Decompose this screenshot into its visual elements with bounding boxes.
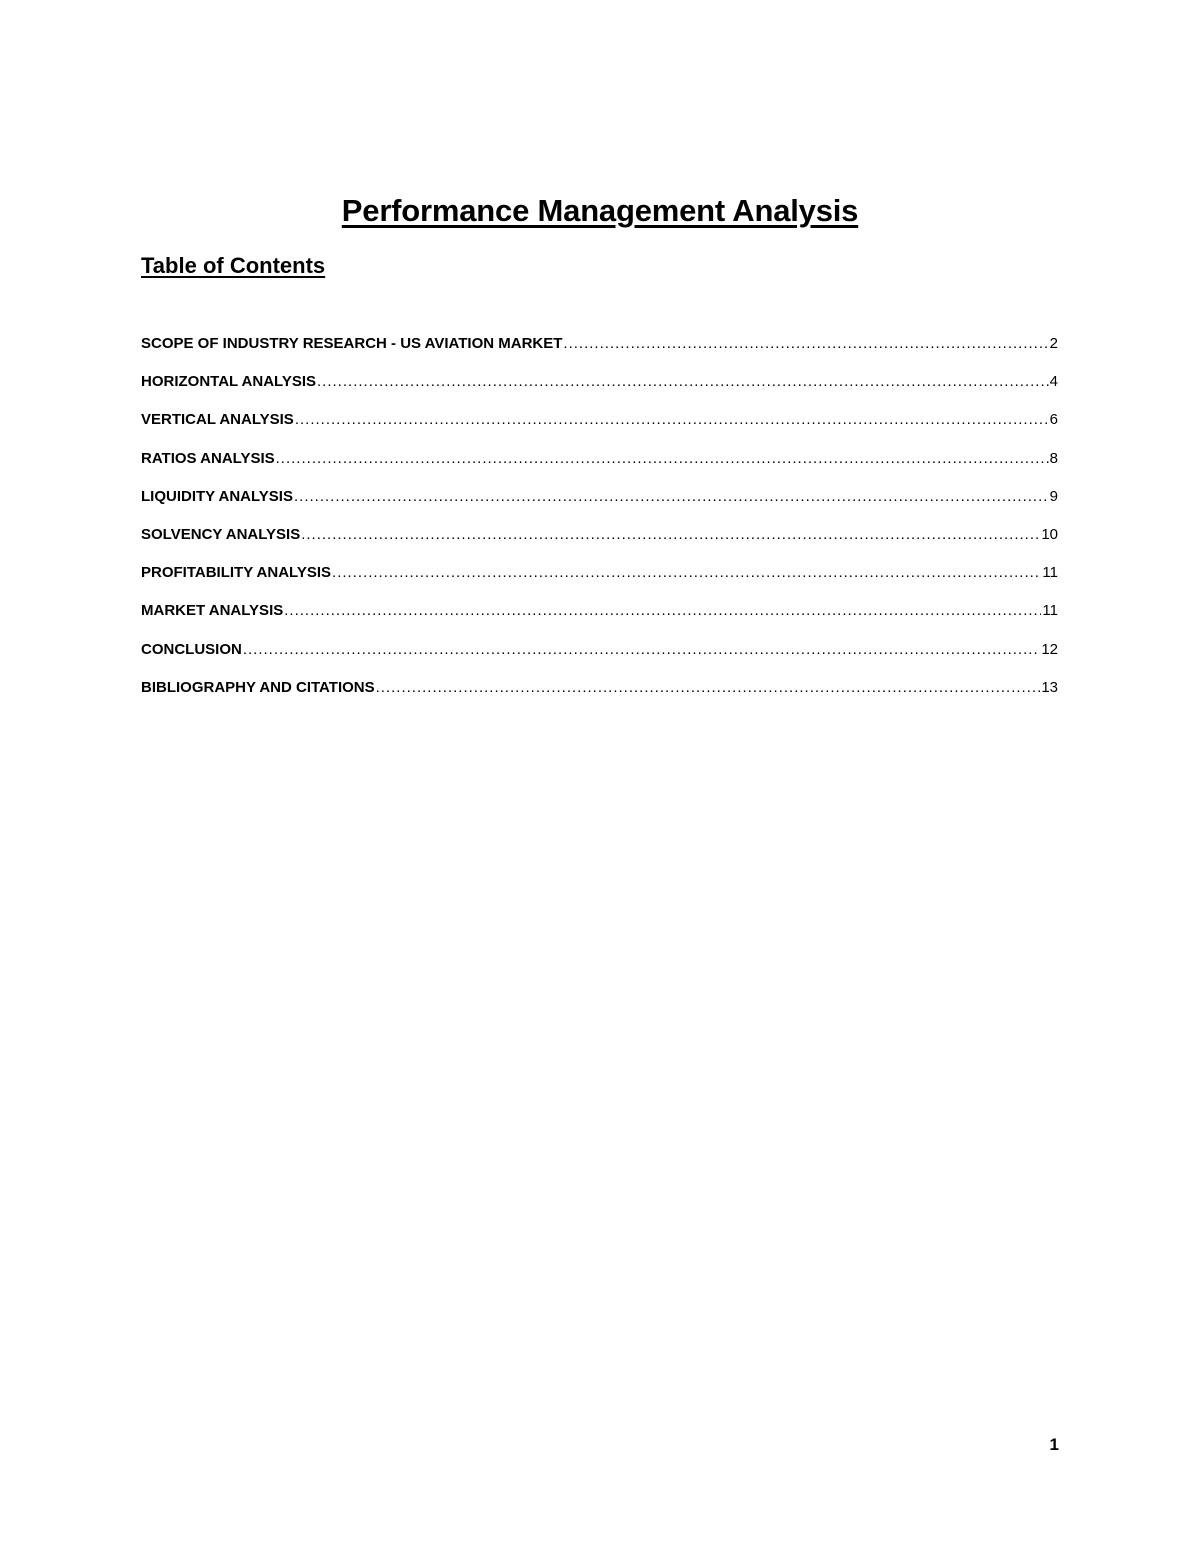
toc-entry-label: SOLVENCY ANALYSIS [141, 525, 301, 543]
toc-leader-dots [301, 523, 1040, 547]
toc-entry-ratios-analysis[interactable] [141, 447, 1058, 485]
toc-heading: Table of Contents [141, 253, 326, 279]
toc-entry-conclusion[interactable] [141, 638, 1058, 676]
document-title: Performance Management Analysis [341, 192, 859, 228]
toc-entry-label: HORIZONTAL ANALYSIS [141, 373, 317, 391]
toc-entry-liquidity-analysis[interactable] [141, 485, 1058, 523]
toc-leader-dots [295, 408, 1049, 432]
toc-entry-label: SCOPE OF INDUSTRY RESEARCH - US AVIATION MARKET [141, 335, 563, 352]
toc-entry-bibliography-and-citations[interactable] [141, 676, 1058, 714]
toc-entry-label: LIQUIDITY ANALYSIS [141, 487, 293, 505]
toc-entry-vertical-analysis[interactable] [141, 408, 1058, 446]
toc-entry-label: PROFITABILITY ANALYSIS [141, 564, 332, 582]
toc-leader-dots [294, 485, 1049, 509]
toc-leader-dots [376, 676, 1041, 700]
toc-entry-page: 11 [1042, 602, 1058, 620]
toc-leader-dots [276, 447, 1049, 471]
toc-entry-profitability-analysis[interactable] [141, 561, 1058, 599]
toc-entry-page: 11 [1042, 564, 1058, 582]
toc-entry-scope-of-industry-research[interactable] [141, 332, 1058, 370]
toc-entry-market-analysis[interactable] [141, 599, 1058, 637]
toc-entry-label: VERTICAL ANALYSIS [141, 411, 294, 429]
table-of-contents [141, 332, 1058, 714]
toc-leader-dots [332, 561, 1041, 585]
toc-leader-dots [563, 332, 1048, 356]
toc-entry-label: CONCLUSION [141, 640, 242, 658]
toc-entry-label: RATIOS ANALYSIS [141, 449, 275, 467]
toc-entry-horizontal-analysis[interactable] [141, 370, 1058, 408]
toc-entry-page: 6 [1049, 411, 1058, 429]
toc-entry-page: 8 [1049, 449, 1058, 467]
toc-entry-solvency-analysis[interactable] [141, 523, 1058, 561]
toc-entry-page: 9 [1049, 487, 1058, 505]
toc-entry-label: MARKET ANALYSIS [141, 602, 284, 620]
toc-entry-page: 10 [1041, 525, 1058, 543]
toc-leader-dots [243, 638, 1040, 662]
toc-entry-page: 2 [1049, 335, 1058, 352]
toc-entry-page: 12 [1041, 640, 1058, 658]
toc-leader-dots [284, 599, 1041, 623]
toc-leader-dots [317, 370, 1049, 394]
toc-entry-page: 4 [1049, 373, 1058, 391]
page-number: 1 [1049, 1435, 1059, 1454]
toc-entry-label: BIBLIOGRAPHY AND CITATIONS [141, 678, 375, 696]
toc-entry-page: 13 [1041, 678, 1058, 696]
